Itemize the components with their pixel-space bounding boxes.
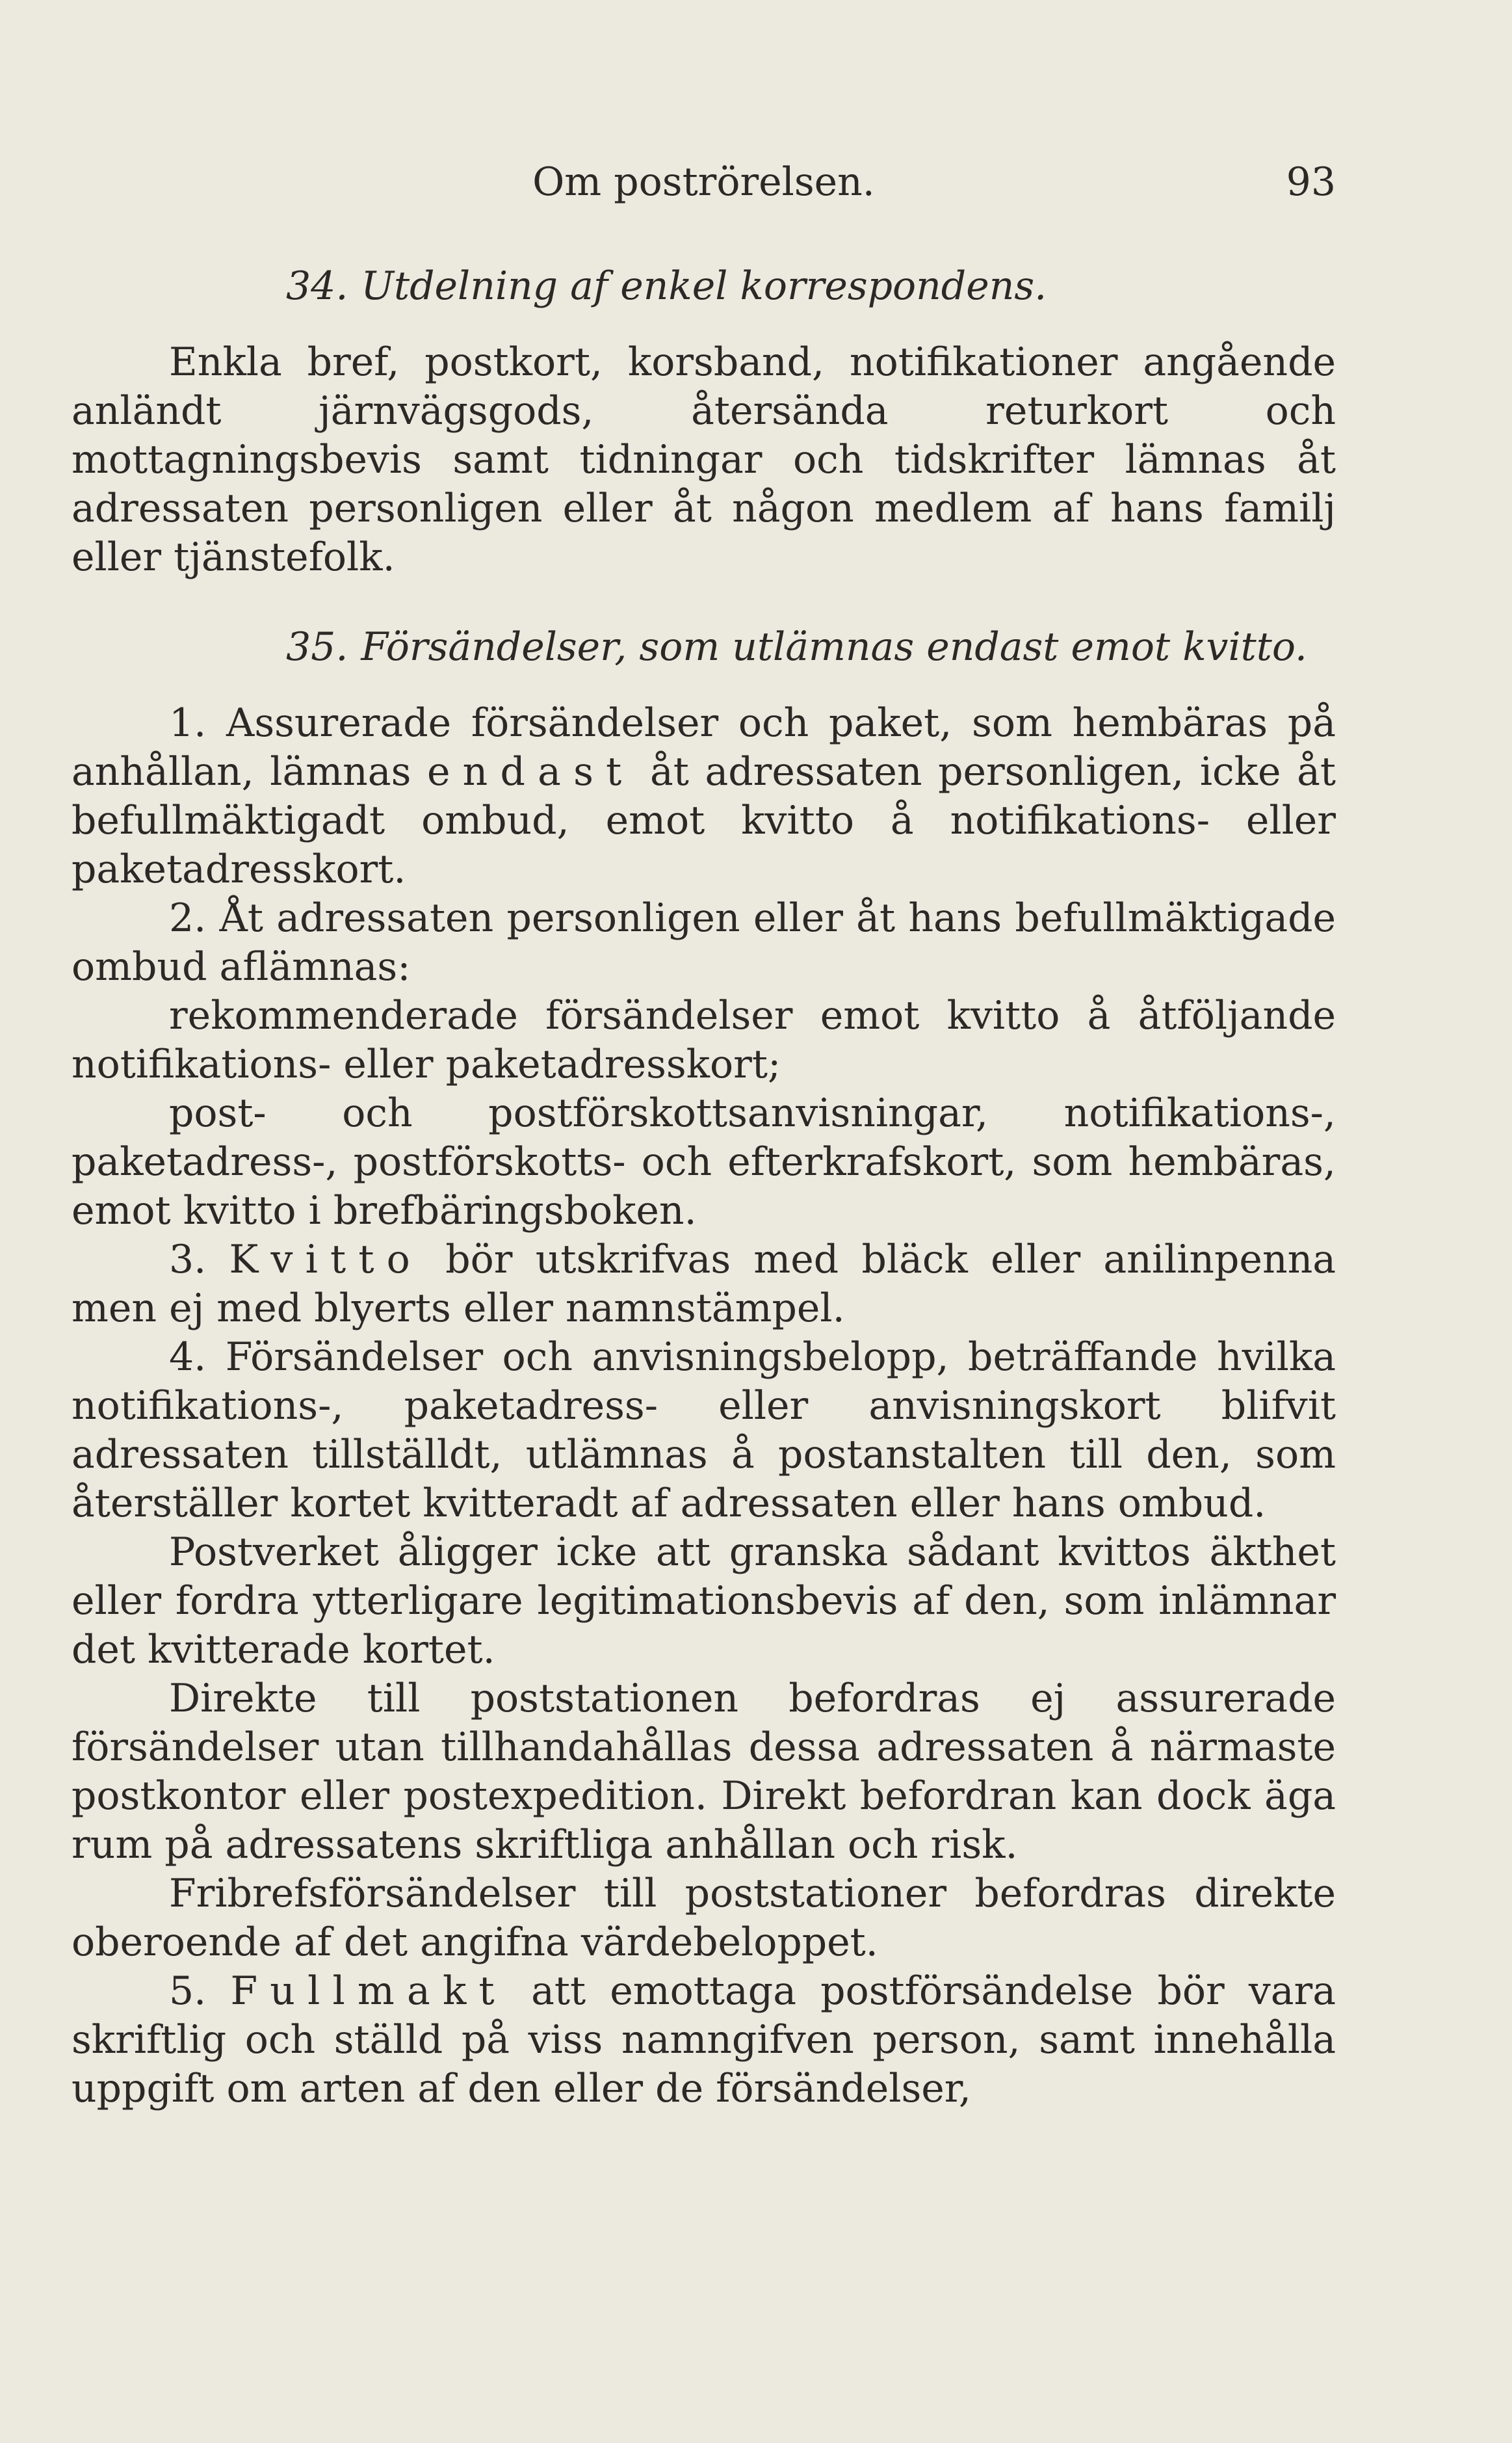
section-35-item-2-list-1: rekommenderade försändelser emot kvitto å åtföljande notifikations- eller paketadresskort;: [72, 993, 1336, 1087]
section-35-paragraph-verification: Postverket åligger icke att granska sådant kvittos äkthet eller fordra ytterligare legitimationsbevis af den, som inlämnar det kvitterade kortet.: [72, 1529, 1336, 1672]
section-35-item-4: 4. Försändelser och anvisningsbelopp, beträffande hvilka notifikations-, paketadress- eller anvisningskort blifvit adressaten tillställdt, utlämnas å postanstalten till den, som återställer kortet kvitteradt af adressaten eller hans ombud.: [72, 1334, 1336, 1526]
item-3-number: 3.: [169, 1237, 207, 1282]
item-5-emphasis: Fullmakt: [230, 1968, 507, 2014]
section-35-item-1: [72, 699, 1336, 894]
section-34-title: Utdelning af enkel korrespondens.: [361, 263, 1047, 309]
item-3-emphasis: Kvitto: [229, 1237, 423, 1282]
item-1-text-before: 1. Assurerade försändelser och paket, som hembäras på anhållan, lämnas: [72, 700, 1336, 795]
section-35-paragraph-poststation: Direkte till poststationen befordras ej assurerade försändelser utan tillhandahållas dessa adressaten å närmaste postkontor eller postexpedition. Direkt befordran kan dock äga rum på adressatens skriftliga anhållan och risk.: [72, 1676, 1336, 1868]
section-35-item-5: [72, 1967, 1336, 2113]
section-35-item-3: [72, 1235, 1336, 1333]
section-35-title: Försändelser, som utlämnas endast emot kvitto.: [361, 624, 1308, 670]
item-3-text: bör utskrifvas med bläck eller anilinpenna men ej med blyerts eller namnstämpel.: [72, 1237, 1336, 1331]
section-34-paragraph: Enkla bref, postkort, korsband, notifikationer angående anländt järnvägsgods, återsända returkort och mottagningsbevis samt tidningar och tidskrifter lämnas åt adressaten personligen eller åt någon medlem af hans familj eller tjänstefolk.: [72, 339, 1336, 580]
page-number: 93: [1286, 159, 1336, 205]
item-5-text: att emottaga postförsändelse bör vara skriftlig och ställd på viss namngifven person, samt innehålla uppgift om arten af den eller de försändelser,: [72, 1968, 1336, 2111]
item-1-text-after: åt adressaten personligen, icke åt befullmäktigadt ombud, emot kvitto å notifikations- eller paketadresskort.: [72, 749, 1336, 892]
section-35-item-2-intro: 2. Åt adressaten personligen eller åt hans befullmäktigade ombud aflämnas:: [72, 895, 1336, 990]
section-34-heading: [72, 260, 1336, 312]
section-35-heading: [72, 621, 1336, 673]
page-header: [72, 150, 1336, 215]
section-35-number: 35.: [286, 624, 348, 670]
item-5-number: 5.: [169, 1968, 207, 2014]
section-35-paragraph-fribref: Fribrefsförsändelser till poststationer befordras direkte oberoende af det angifna värdebeloppet.: [72, 1871, 1336, 1965]
running-title: Om poströrelsen.: [532, 159, 875, 205]
item-1-emphasis: endast: [426, 749, 634, 795]
section-34-number: 34.: [286, 263, 348, 309]
section-35-item-2-list-2: post- och postförskottsanvisningar, notifikations-, paketadress-, postförskotts- och efterkrafskort, som hembäras, emot kvitto i brefbäringsboken.: [72, 1090, 1336, 1234]
text-column: [72, 150, 1336, 2113]
